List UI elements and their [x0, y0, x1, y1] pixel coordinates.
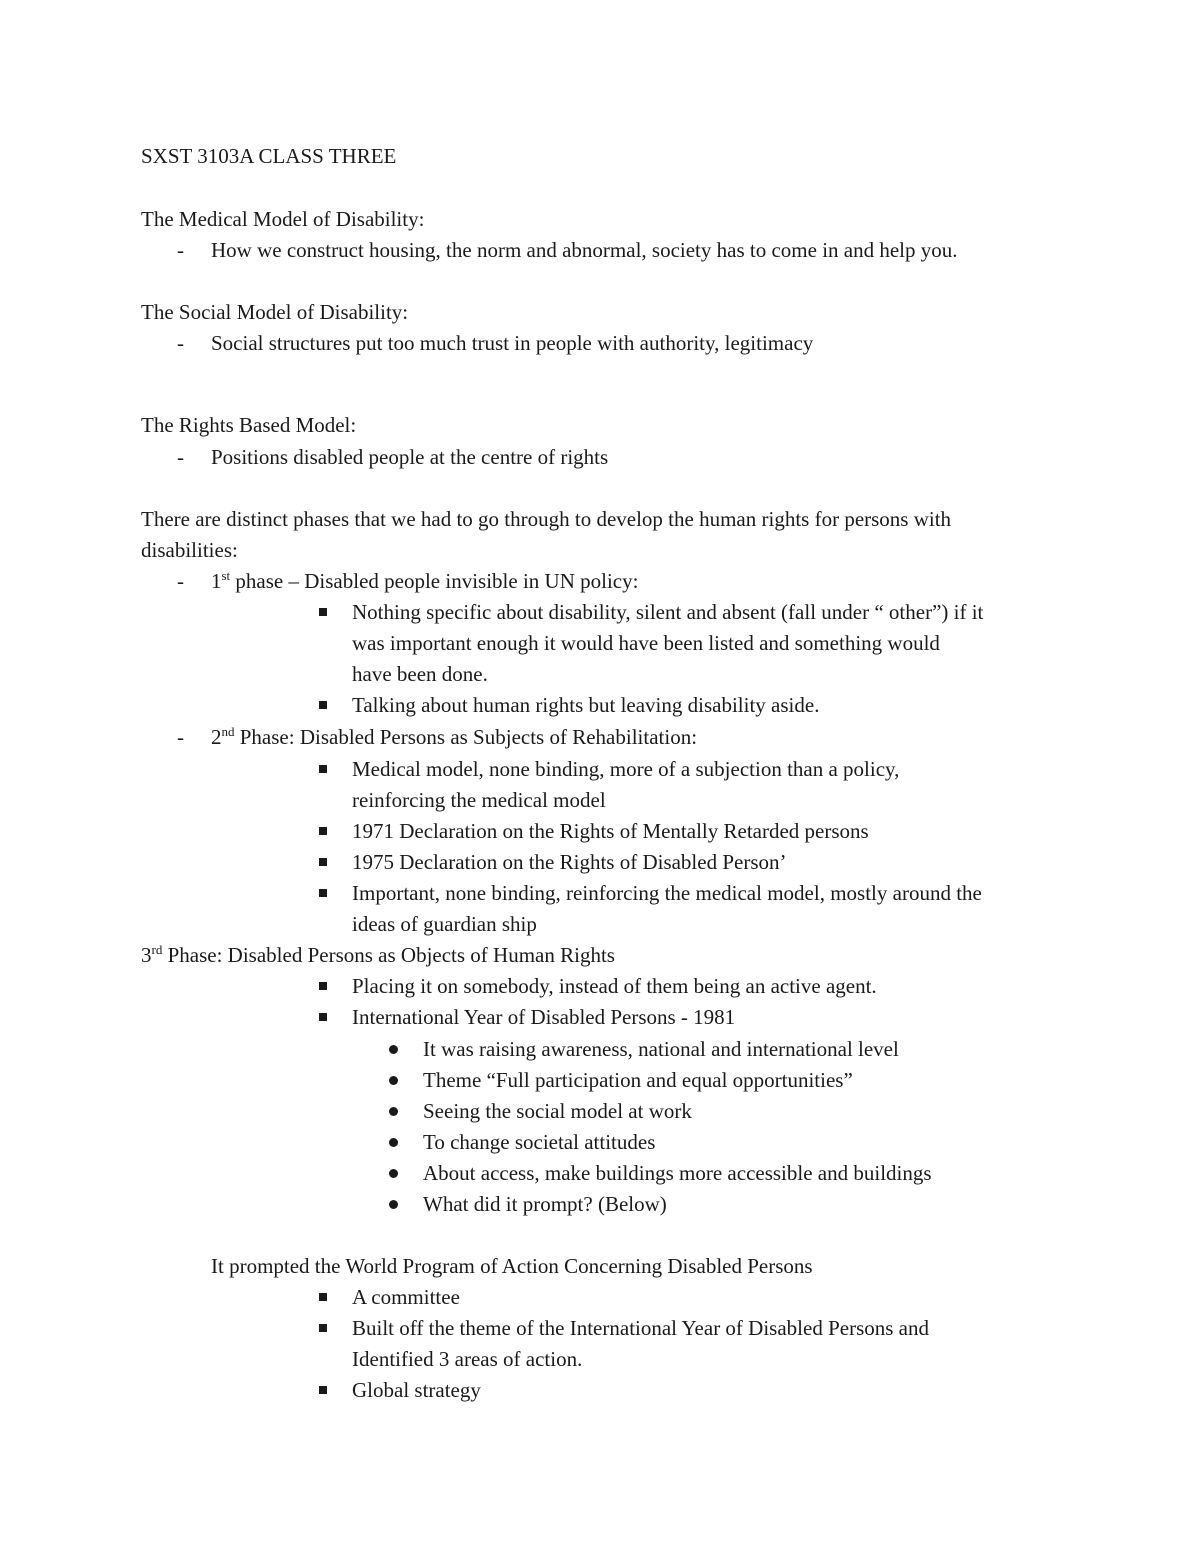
medical-model-item: How we construct housing, the norm and abnormal, society has to come in and help you. [211, 238, 958, 262]
phase3-bullet-text: International Year of Disabled Persons - 1981 [352, 1005, 736, 1029]
dash-bullet: - [177, 331, 184, 355]
phase-title: Phase: Disabled Persons as Subjects of Rehabilitation: [234, 725, 698, 749]
square-bullet-icon [319, 889, 327, 897]
phase2-heading [211, 722, 697, 753]
square-bullet-icon [319, 858, 327, 866]
sub-bullet-text: About access, make buildings more accessible and buildings [423, 1161, 932, 1185]
square-bullet-icon [319, 765, 327, 773]
phase2-bullet-text: ideas of guardian ship [352, 912, 537, 936]
phases-intro-line: There are distinct phases that we had to go through to develop the human rights for persons with [141, 507, 952, 531]
round-bullet-icon [389, 1169, 398, 1178]
sub-bullet-text: Theme “Full participation and equal opportunities” [423, 1068, 853, 1092]
phases-intro-line: disabilities: [141, 538, 238, 562]
square-bullet-icon [319, 608, 327, 616]
medical-model-heading: The Medical Model of Disability: [141, 207, 425, 231]
ordinal-suffix: rd [151, 942, 163, 957]
round-bullet-icon [389, 1200, 398, 1209]
round-bullet-icon [389, 1138, 398, 1147]
rights-model-heading: The Rights Based Model: [141, 413, 357, 437]
dash-bullet: - [177, 725, 184, 749]
square-bullet-icon [319, 982, 327, 990]
phase1-bullet-text: Talking about human rights but leaving disability aside. [352, 693, 820, 717]
phase-title: phase – Disabled people invisible in UN policy: [230, 569, 639, 593]
world-program-bullet-text: Built off the theme of the International Year of Disabled Persons and [352, 1316, 929, 1340]
phase-number: 1 [211, 569, 222, 593]
sub-bullet-text: Seeing the social model at work [423, 1099, 692, 1123]
sub-bullet-text: It was raising awareness, national and international level [423, 1037, 899, 1061]
phase3-bullet-text: Placing it on somebody, instead of them being an active agent. [352, 974, 877, 998]
ordinal-suffix: st [221, 568, 231, 583]
world-program-bullet-text: Global strategy [352, 1378, 481, 1402]
sub-bullet-text: What did it prompt? (Below) [423, 1192, 667, 1216]
dash-bullet: - [177, 238, 184, 262]
world-program-bullet-text: Identified 3 areas of action. [352, 1347, 583, 1371]
phase2-bullet-text: Medical model, none binding, more of a subjection than a policy, [352, 757, 900, 781]
square-bullet-icon [319, 1324, 327, 1332]
phase1-heading [211, 566, 638, 597]
square-bullet-icon [319, 701, 327, 709]
phase-title: Phase: Disabled Persons as Objects of Human Rights [162, 943, 615, 967]
world-program-bullet-text: A committee [352, 1285, 460, 1309]
phase3-heading [141, 940, 615, 971]
square-bullet-icon [319, 827, 327, 835]
phase1-bullet-text: Nothing specific about disability, silent and absent (fall under “ other”) if it [352, 600, 984, 624]
ordinal-suffix: nd [221, 724, 235, 739]
phase2-bullet-text: Important, none binding, reinforcing the medical model, mostly around the [352, 881, 982, 905]
square-bullet-icon [319, 1013, 327, 1021]
social-model-heading: The Social Model of Disability: [141, 300, 409, 324]
round-bullet-icon [389, 1076, 398, 1085]
rights-model-item: Positions disabled people at the centre of rights [211, 445, 609, 469]
dash-bullet: - [177, 445, 184, 469]
document-title: SXST 3103A CLASS THREE [141, 144, 397, 168]
square-bullet-icon [319, 1386, 327, 1394]
phase2-bullet-text: 1975 Declaration on the Rights of Disabled Person’ [352, 850, 787, 874]
square-bullet-icon [319, 1293, 327, 1301]
social-model-item: Social structures put too much trust in people with authority, legitimacy [211, 331, 814, 355]
world-program-heading: It prompted the World Program of Action Concerning Disabled Persons [211, 1254, 813, 1278]
phase-number: 2 [211, 725, 222, 749]
round-bullet-icon [389, 1107, 398, 1116]
dash-bullet: - [177, 569, 184, 593]
round-bullet-icon [389, 1045, 398, 1054]
phase-number: 3 [141, 943, 152, 967]
phase2-bullet-text: reinforcing the medical model [352, 788, 606, 812]
phase2-bullet-text: 1971 Declaration on the Rights of Mentally Retarded persons [352, 819, 869, 843]
sub-bullet-text: To change societal attitudes [423, 1130, 656, 1154]
phase1-bullet-text: was important enough it would have been listed and something would [352, 631, 940, 655]
phase1-bullet-text: have been done. [352, 662, 488, 686]
